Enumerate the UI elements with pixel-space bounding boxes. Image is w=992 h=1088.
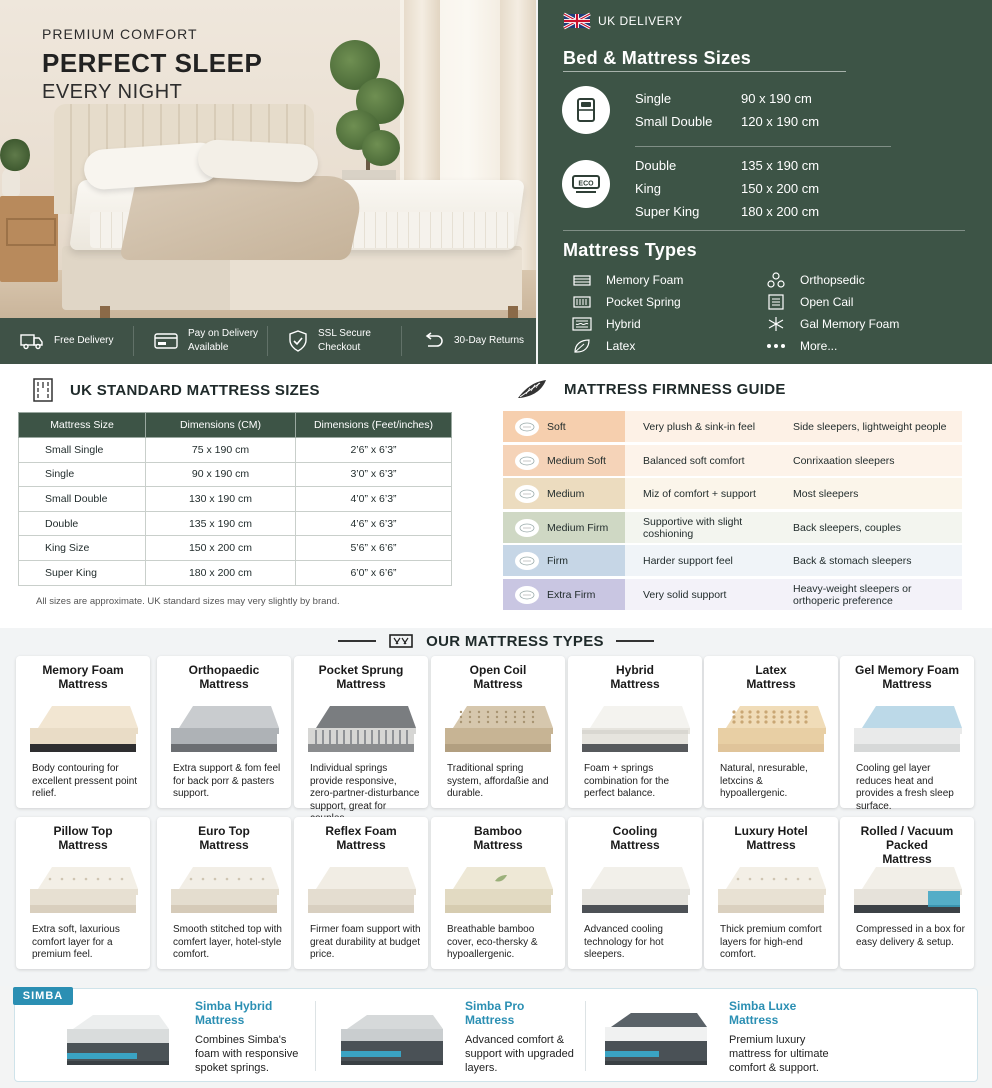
table-cell: 4’6” x 6’3” bbox=[296, 511, 452, 536]
ruler-icon bbox=[32, 378, 54, 402]
size-name: King bbox=[635, 181, 662, 196]
card-desc: Firmer foam support with great durability at budget price. bbox=[310, 924, 421, 960]
firmness-desc: Very solid support bbox=[643, 588, 727, 601]
firmness-pillow-icon bbox=[515, 552, 539, 570]
mattress-image bbox=[848, 700, 966, 758]
card-desc: Body contouring for excellent pressent point relief. bbox=[32, 763, 138, 799]
single-bed-icon bbox=[562, 86, 610, 134]
sizes-heading: Bed & Mattress Sizes bbox=[563, 48, 752, 68]
table-cell: Small Double bbox=[19, 487, 146, 512]
firmness-level-label: Medium bbox=[547, 487, 585, 500]
feature-label: 30-Day Returns bbox=[454, 335, 525, 346]
mattress-image bbox=[576, 861, 694, 919]
firmness-level-label: Firm bbox=[547, 554, 568, 567]
bed-throw bbox=[119, 176, 367, 260]
size-row bbox=[635, 91, 812, 106]
feature-pay-on-delivery bbox=[134, 326, 268, 356]
card-title: Euro Top Mattress bbox=[198, 824, 250, 852]
card-title: Memory Foam Mattress bbox=[42, 663, 124, 691]
table-row bbox=[19, 438, 452, 463]
types-heading: OUR MATTRESS TYPES bbox=[426, 632, 604, 650]
table-cell: 4’0” x 6’3” bbox=[296, 487, 452, 512]
firmness-row bbox=[503, 512, 962, 543]
sizes-table bbox=[18, 412, 452, 586]
uk-sizes-heading: UK STANDARD MATTRESS SIZES bbox=[70, 381, 320, 399]
card-desc: Individual springs provide responsive, zero-partner-disturbance support, great for bbox=[310, 763, 420, 812]
divider bbox=[635, 146, 891, 147]
vase bbox=[2, 168, 20, 196]
hybrid-icon bbox=[572, 316, 592, 332]
card-desc: Extra soft, laxurious comfort layer for a premium feel. bbox=[32, 924, 120, 960]
mattress-type-card[interactable] bbox=[840, 817, 974, 969]
size-row bbox=[635, 158, 819, 173]
type-orthopedic[interactable] bbox=[766, 272, 865, 288]
table-cell: 135 x 190 cm bbox=[146, 511, 296, 536]
table-header-row bbox=[19, 413, 452, 438]
mattress-image bbox=[24, 700, 142, 758]
type-pocket-spring[interactable] bbox=[572, 294, 681, 310]
type-label: Gal Memory Foam bbox=[800, 317, 900, 331]
heading-underline bbox=[563, 71, 846, 72]
firmness-for: Back sleepers, couples bbox=[793, 521, 901, 534]
firmness-desc: Very plush & sink-in feel bbox=[643, 420, 756, 433]
feature-label: Pay on Delivery Available bbox=[188, 328, 259, 353]
mattress-image bbox=[712, 700, 830, 758]
firmness-for: Conrixaation sleepers bbox=[793, 454, 895, 467]
firmness-row bbox=[503, 411, 962, 442]
type-label: Pocket Spring bbox=[606, 295, 681, 309]
table-cell: 3’0” x 6’3” bbox=[296, 462, 452, 487]
table-row bbox=[19, 560, 452, 585]
bed-leg bbox=[508, 306, 518, 318]
mattress-image bbox=[439, 700, 557, 758]
card-title: Rolled / Vacuum Packed Mattress bbox=[860, 824, 954, 866]
firmness-for: Most sleepers bbox=[793, 487, 859, 500]
firmness-desc: Supportive with slight coshioning bbox=[643, 515, 743, 540]
firmness-pillow-icon bbox=[515, 418, 539, 436]
card-title: Pocket Sprung Mattress bbox=[318, 663, 404, 691]
eco-mattress-icon bbox=[562, 160, 610, 208]
firmness-pillow-icon bbox=[515, 586, 539, 604]
mattress-image bbox=[848, 861, 966, 919]
type-more[interactable] bbox=[766, 338, 837, 354]
simba-title bbox=[729, 999, 796, 1027]
firmness-level-label: Extra Firm bbox=[547, 588, 596, 601]
table-cell: 130 x 190 cm bbox=[146, 487, 296, 512]
mattress-type-card[interactable] bbox=[294, 656, 428, 812]
card-desc: Thick premium comfort layers for high-end comfort. bbox=[720, 924, 822, 960]
mattress-image bbox=[165, 861, 283, 919]
card-title: Latex Mattress bbox=[746, 663, 796, 691]
firmness-for: Heavy-weight sleepers or orthoperic preference bbox=[793, 582, 912, 607]
firmness-level bbox=[503, 545, 625, 576]
table-cell: Super King bbox=[19, 560, 146, 585]
card-title: Orthopaedic Mattress bbox=[188, 663, 260, 691]
feature-returns bbox=[402, 326, 536, 356]
firmness-level bbox=[503, 411, 625, 442]
table-cell: 180 x 200 cm bbox=[146, 560, 296, 585]
card-title: Open Coil Mattress bbox=[469, 663, 527, 691]
mattress-image bbox=[712, 861, 830, 919]
mattress-type-card[interactable] bbox=[704, 817, 838, 969]
card-icon bbox=[154, 332, 178, 350]
hero-title: PERFECT SLEEP bbox=[42, 48, 263, 78]
firmness-level bbox=[503, 512, 625, 543]
nightstand bbox=[0, 196, 58, 282]
simba-luxe-image bbox=[601, 1009, 711, 1073]
hero-text bbox=[42, 26, 262, 104]
open-coil-icon bbox=[766, 294, 786, 310]
size-dims: 120 x 190 cm bbox=[741, 114, 820, 129]
uk-sizes-header bbox=[32, 378, 320, 402]
mattress-type-card[interactable] bbox=[294, 817, 428, 969]
table-cell: 75 x 190 cm bbox=[146, 438, 296, 463]
firmness-header bbox=[516, 378, 786, 400]
sizes-panel bbox=[538, 0, 992, 364]
size-row bbox=[635, 181, 819, 196]
size-dims: 180 x 200 cm bbox=[741, 204, 820, 219]
mattress-type-card[interactable] bbox=[704, 656, 838, 808]
table-cell: 6’0” x 6’6” bbox=[296, 560, 452, 585]
mattress-image bbox=[24, 861, 142, 919]
size-name: Small Double bbox=[635, 114, 713, 129]
card-title: Hybrid Mattress bbox=[610, 663, 660, 691]
firmness-level bbox=[503, 445, 625, 476]
feather-icon bbox=[516, 378, 548, 400]
size-name: Single bbox=[635, 91, 672, 106]
table-cell: Small Single bbox=[19, 438, 146, 463]
firmness-desc: Miz of comfort + support bbox=[643, 487, 756, 500]
types-header bbox=[0, 632, 992, 650]
leaf-icon bbox=[572, 338, 592, 354]
simba-title-text: Simba Hybrid Mattress bbox=[195, 999, 273, 1027]
column-header: Dimensions (CM) bbox=[146, 413, 296, 438]
table-row bbox=[19, 462, 452, 487]
firmness-pillow-icon bbox=[515, 485, 539, 503]
truck-icon bbox=[20, 332, 44, 350]
card-desc: Extra support & fom feel for back porr & pasters support. bbox=[173, 763, 281, 799]
feature-free-delivery bbox=[0, 326, 134, 356]
type-label: Hybrid bbox=[606, 317, 641, 331]
shield-check-icon bbox=[288, 330, 308, 352]
table-cell: King Size bbox=[19, 536, 146, 561]
simba-desc: Combines Simba's foam with responsive spoket springs. bbox=[195, 1034, 299, 1074]
table-cell: Double bbox=[19, 511, 146, 536]
svg-text:ECO: ECO bbox=[578, 180, 594, 188]
feature-ssl-secure bbox=[268, 326, 402, 356]
table-cell: 2’6” x 6’3” bbox=[296, 438, 452, 463]
simba-badge: SIMBA bbox=[13, 987, 73, 1005]
orthopedic-icon bbox=[766, 272, 786, 288]
mattress-types-heading: Mattress Types bbox=[563, 240, 697, 260]
firmness-level bbox=[503, 579, 625, 610]
mattress-type-card[interactable] bbox=[16, 817, 150, 969]
type-label: Latex bbox=[606, 339, 636, 353]
size-dims: 90 x 190 cm bbox=[741, 91, 812, 106]
firmness-row bbox=[503, 478, 962, 509]
card-desc: Foam + springs combination for the perfect balance. bbox=[584, 763, 670, 799]
column-header: Dimensions (Feet/inches) bbox=[296, 413, 452, 438]
simba-title-text: Simba Pro Mattress bbox=[465, 999, 525, 1027]
uk-delivery-label: UK DELIVERY bbox=[598, 14, 683, 28]
card-desc: Compressed in a box for easy delivery & setup. bbox=[856, 924, 965, 948]
mattress-type-card[interactable] bbox=[840, 656, 974, 812]
card-desc: Smooth stitched top with comfert layer, hotel-style comfort. bbox=[173, 924, 282, 960]
simba-title bbox=[465, 999, 524, 1027]
sizes-note: All sizes are approximate. UK standard sizes may very slightly by brand. bbox=[36, 596, 340, 607]
type-label: Open Cail bbox=[800, 295, 854, 309]
uk-delivery bbox=[564, 14, 683, 28]
firmness-pillow-icon bbox=[515, 452, 539, 470]
mattress-image bbox=[576, 700, 694, 758]
type-latex[interactable] bbox=[572, 338, 635, 354]
type-hybrid[interactable] bbox=[572, 316, 641, 332]
heading-rule bbox=[616, 640, 654, 642]
type-open-coil[interactable] bbox=[766, 294, 853, 310]
simba-section bbox=[14, 988, 978, 1082]
card-desc: Cooling gel layer reduces heat and provides a fresh sleep surface. bbox=[856, 763, 954, 812]
size-name: Double bbox=[635, 158, 677, 173]
mattress-image bbox=[302, 700, 420, 758]
table-cell: 150 x 200 cm bbox=[146, 536, 296, 561]
table-row bbox=[19, 487, 452, 512]
firmness-row bbox=[503, 445, 962, 476]
size-row bbox=[635, 204, 819, 219]
mattress-type-card[interactable] bbox=[157, 656, 291, 808]
feature-label: SSL Secure Checkout bbox=[318, 328, 371, 353]
type-gel-memory-foam[interactable] bbox=[766, 316, 899, 332]
type-memory-foam[interactable] bbox=[572, 272, 683, 288]
return-arrow-icon bbox=[422, 332, 444, 350]
firmness-heading: MATTRESS FIRMNESS GUIDE bbox=[564, 380, 786, 398]
firmness-level bbox=[503, 478, 625, 509]
firmness-row bbox=[503, 545, 962, 576]
table-cell: 90 x 190 cm bbox=[146, 462, 296, 487]
simba-desc: Advanced comfort & support with upgraded layers. bbox=[465, 1034, 574, 1074]
simba-luxe[interactable] bbox=[601, 995, 851, 1079]
divider bbox=[315, 1001, 316, 1071]
card-title: Luxury Hotel Mattress bbox=[734, 824, 808, 852]
mattress-type-card[interactable] bbox=[568, 817, 702, 969]
firmness-level-label: Medium Soft bbox=[547, 454, 606, 467]
plant-leaves bbox=[362, 130, 400, 166]
firmness-desc: Harder support feel bbox=[643, 554, 733, 567]
firmness-section bbox=[496, 364, 992, 628]
firmness-level-label: Soft bbox=[547, 420, 566, 433]
card-title: Cooling Mattress bbox=[610, 824, 660, 852]
pocket-spring-icon bbox=[572, 294, 592, 310]
table-row bbox=[19, 536, 452, 561]
size-dims: 150 x 200 cm bbox=[741, 181, 820, 196]
column-header: Mattress Size bbox=[19, 413, 146, 438]
card-desc: Natural, nresurable, letxcins & hypoallergenic. bbox=[720, 763, 808, 799]
mattress-type-card[interactable] bbox=[16, 656, 150, 808]
plant-left bbox=[0, 138, 30, 172]
bed-leg bbox=[100, 306, 110, 318]
card-desc: Traditional spring system, affordaßie and durable. bbox=[447, 763, 549, 799]
feature-label: Free Delivery bbox=[54, 335, 114, 346]
hero-subtitle: EVERY NIGHT bbox=[42, 81, 183, 103]
mattress-image bbox=[302, 861, 420, 919]
snowflake-icon bbox=[766, 316, 786, 332]
type-label: Memory Foam bbox=[606, 273, 684, 287]
size-row bbox=[635, 114, 819, 129]
uk-sizes-section bbox=[0, 364, 496, 628]
table-row bbox=[19, 511, 452, 536]
firmness-level-label: Medium Firm bbox=[547, 521, 609, 534]
firmness-row bbox=[503, 579, 962, 610]
uk-flag-icon bbox=[564, 14, 590, 28]
divider bbox=[563, 230, 965, 231]
pillow bbox=[197, 139, 319, 183]
card-title: Reflex Foam Mattress bbox=[325, 824, 397, 852]
card-title: Bamboo Mattress bbox=[473, 824, 523, 852]
simba-title bbox=[195, 999, 272, 1027]
hero-banner bbox=[0, 0, 536, 364]
card-title: Pillow Top Mattress bbox=[53, 824, 113, 852]
firmness-desc: Balanced soft comfort bbox=[643, 454, 745, 467]
simba-title-text: Simba Luxe Mattress bbox=[729, 999, 797, 1027]
size-dims: 135 x 190 cm bbox=[741, 158, 820, 173]
simba-desc: Premium luxury mattress for ultimate comfort & support. bbox=[729, 1034, 829, 1074]
table-cell: Single bbox=[19, 462, 146, 487]
card-desc: Advanced cooling technology for hot sleepers. bbox=[584, 924, 664, 960]
size-name: Super King bbox=[635, 204, 700, 219]
mattress-icon bbox=[388, 632, 414, 650]
card-desc: Breathable bamboo cover, eco-thersky & hypoallergenic. bbox=[447, 924, 538, 960]
types-section bbox=[0, 628, 992, 986]
simba-hybrid-image bbox=[63, 1009, 173, 1073]
hero-kicker: PREMIUM COMFORT bbox=[42, 26, 198, 42]
divider bbox=[585, 1001, 586, 1071]
simba-hybrid[interactable] bbox=[63, 995, 303, 1079]
simba-pro-image bbox=[337, 1009, 447, 1073]
memory-foam-icon bbox=[572, 272, 592, 288]
type-label: Orthopsedic bbox=[800, 273, 865, 287]
mattress-image bbox=[165, 700, 283, 758]
card-title: Gel Memory Foam Mattress bbox=[854, 663, 960, 691]
firmness-pillow-icon bbox=[515, 519, 539, 537]
mattress-type-card[interactable] bbox=[431, 817, 565, 969]
mattress-image bbox=[439, 861, 557, 919]
heading-rule bbox=[338, 640, 376, 642]
more-dots-icon bbox=[766, 338, 786, 354]
simba-pro[interactable] bbox=[337, 995, 577, 1079]
type-label: More... bbox=[800, 339, 838, 353]
mattress-type-card[interactable] bbox=[568, 656, 702, 808]
feature-bar bbox=[0, 318, 536, 364]
table-cell: 5’6” x 6’6” bbox=[296, 536, 452, 561]
mattress-type-card[interactable] bbox=[157, 817, 291, 969]
mattress-type-card[interactable] bbox=[431, 656, 565, 808]
firmness-for: Side sleepers, lightweight people bbox=[793, 420, 947, 433]
firmness-for: Back & stomach sleepers bbox=[793, 554, 912, 567]
